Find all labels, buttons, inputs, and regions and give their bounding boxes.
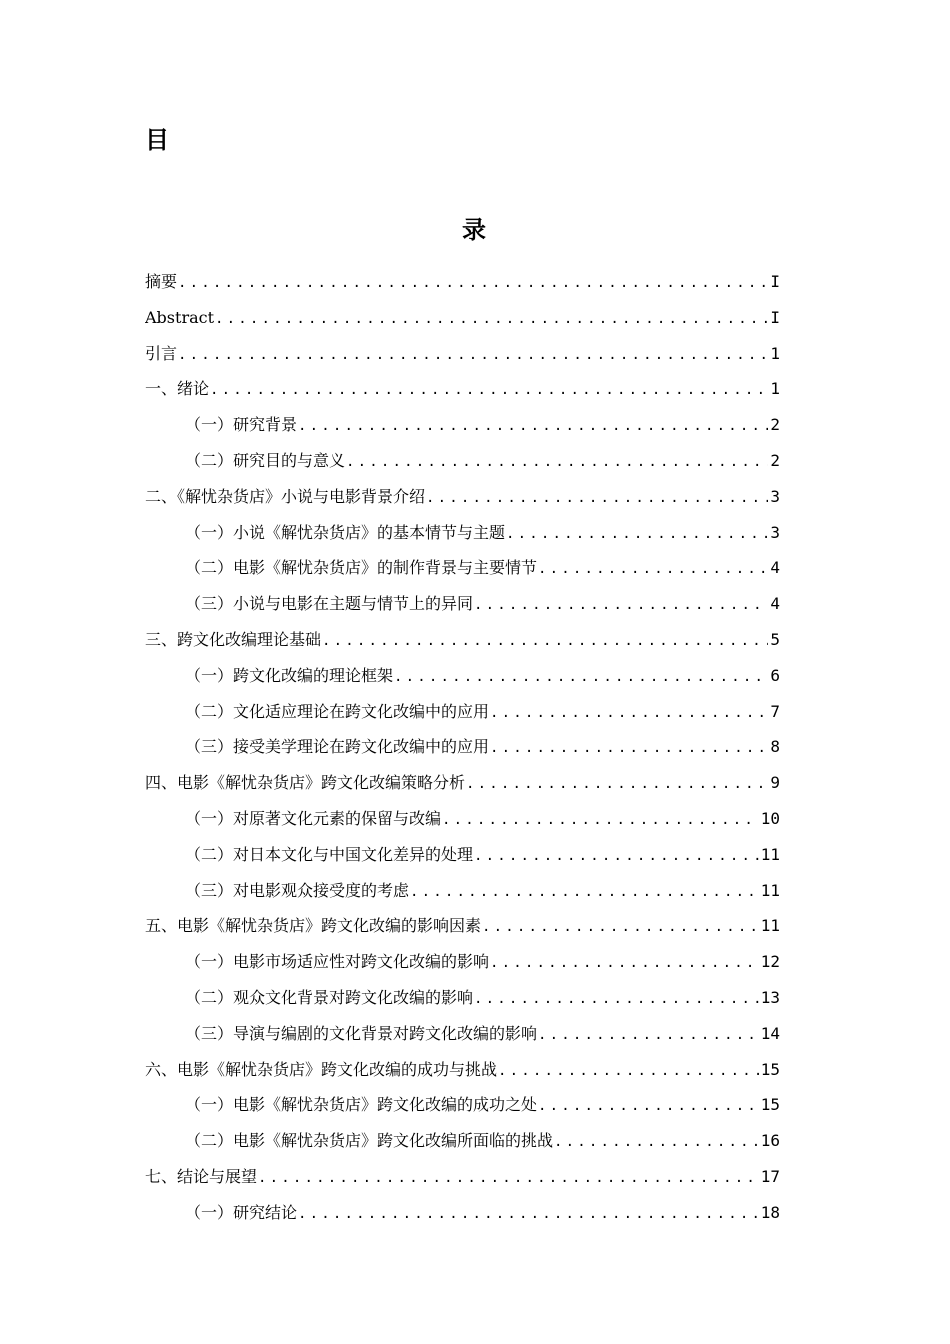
toc-entry-label: （二）电影《解忧杂货店》跨文化改编所面临的挑战	[185, 1131, 554, 1151]
toc-dot-leader	[473, 982, 759, 1016]
toc-entry-page-number: 2	[770, 415, 780, 435]
toc-entry[interactable]	[145, 407, 780, 443]
toc-entry-label: （一）小说《解忧杂货店》的基本情节与主题	[185, 522, 506, 542]
toc-dot-leader	[409, 875, 759, 909]
toc-dot-leader	[481, 910, 759, 944]
toc-entry-page-number: 2	[770, 450, 780, 470]
toc-entry[interactable]	[145, 586, 780, 622]
toc-entry[interactable]	[145, 694, 780, 730]
toc-entry-page-number: 9	[770, 773, 780, 793]
toc-entry[interactable]	[145, 550, 780, 586]
toc-entry-page-number: 11	[760, 880, 780, 900]
toc-entry-label: （二）电影《解忧杂货店》的制作背景与主要情节	[185, 558, 538, 578]
toc-dot-leader	[473, 588, 768, 622]
toc-dot-leader	[214, 302, 768, 336]
toc-entry-page-number: 14	[760, 1023, 780, 1043]
toc-dot-leader	[345, 445, 768, 479]
table-of-contents	[145, 264, 780, 1231]
toc-entry[interactable]	[145, 336, 780, 372]
toc-title-first-char: 目	[145, 126, 169, 154]
toc-entry-label: 四、电影《解忧杂货店》跨文化改编策略分析	[145, 773, 466, 793]
toc-entry-page-number: 4	[770, 558, 780, 578]
toc-entry[interactable]	[145, 1159, 780, 1195]
toc-entry[interactable]	[145, 1087, 780, 1123]
toc-dot-leader	[393, 660, 768, 694]
toc-entry-label: （三）对电影观众接受度的考虑	[185, 880, 410, 900]
toc-entry-page-number: 8	[770, 737, 780, 757]
toc-entry[interactable]	[145, 801, 780, 837]
toc-entry-label: （一）跨文化改编的理论框架	[185, 665, 394, 685]
toc-dot-leader	[209, 373, 768, 407]
toc-entry-page-number: 3	[770, 522, 780, 542]
toc-dot-leader	[257, 1161, 759, 1195]
toc-entry-page-number: 5	[770, 629, 780, 649]
toc-entry[interactable]	[145, 443, 780, 479]
toc-entry-label: （三）导演与编剧的文化背景对跨文化改编的影响	[185, 1023, 538, 1043]
toc-dot-leader	[497, 1054, 759, 1088]
toc-dot-leader	[489, 696, 768, 730]
toc-entry-label: （一）对原著文化元素的保留与改编	[185, 808, 442, 828]
toc-entry-page-number: 17	[760, 1166, 780, 1186]
toc-dot-leader	[473, 839, 759, 873]
toc-entry[interactable]	[145, 837, 780, 873]
toc-entry-page-number: 3	[770, 486, 780, 506]
toc-entry-page-number: 10	[760, 808, 780, 828]
toc-entry[interactable]	[145, 371, 780, 407]
toc-entry[interactable]	[145, 873, 780, 909]
toc-entry-label: （二）对日本文化与中国文化差异的处理	[185, 844, 474, 864]
toc-entry-label: （二）观众文化背景对跨文化改编的影响	[185, 987, 474, 1007]
toc-entry-label: （三）接受美学理论在跨文化改编中的应用	[185, 737, 490, 757]
toc-dot-leader	[465, 767, 768, 801]
toc-dot-leader	[537, 1018, 759, 1052]
toc-entry-label: （二）文化适应理论在跨文化改编中的应用	[185, 701, 490, 721]
toc-entry[interactable]	[145, 658, 780, 694]
toc-entry-label: Abstract	[145, 307, 215, 327]
toc-entry[interactable]	[145, 944, 780, 980]
toc-entry-page-number: 1	[770, 343, 780, 363]
toc-entry-label: （一）研究结论	[185, 1202, 298, 1222]
toc-entry-page-number: 13	[760, 987, 780, 1007]
toc-entry[interactable]	[145, 1052, 780, 1088]
toc-entry-label: 摘要	[145, 272, 178, 291]
toc-entry[interactable]	[145, 980, 780, 1016]
toc-entry[interactable]	[145, 622, 780, 658]
toc-entry-label: 三、跨文化改编理论基础	[145, 629, 322, 649]
toc-entry-label: 五、电影《解忧杂货店》跨文化改编的影响因素	[145, 916, 482, 936]
toc-dot-leader	[425, 481, 768, 515]
toc-entry-page-number: 1	[770, 379, 780, 399]
toc-entry-page-number: 11	[760, 844, 780, 864]
toc-entry-label: 七、结论与展望	[145, 1166, 258, 1186]
toc-entry-label: 一、绪论	[145, 379, 210, 399]
toc-dot-leader	[441, 803, 759, 837]
toc-entry-page-number: 15	[760, 1095, 780, 1115]
toc-entry[interactable]	[145, 264, 780, 300]
toc-entry-label: （一）电影市场适应性对跨文化改编的影响	[185, 952, 490, 972]
toc-entry[interactable]	[145, 908, 780, 944]
toc-dot-leader	[489, 946, 759, 980]
toc-entry[interactable]	[145, 729, 780, 765]
toc-entry-page-number: 18	[760, 1202, 780, 1222]
toc-dot-leader	[177, 266, 768, 300]
toc-entry[interactable]	[145, 300, 780, 336]
toc-entry-page-number: 15	[760, 1059, 780, 1079]
toc-dot-leader	[321, 624, 768, 658]
toc-dot-leader	[297, 409, 768, 443]
toc-dot-leader	[489, 731, 768, 765]
toc-entry-page-number: 6	[770, 665, 780, 685]
toc-entry-label: （三）小说与电影在主题与情节上的异同	[185, 594, 474, 614]
toc-entry-page-number: 4	[770, 594, 780, 614]
toc-entry[interactable]	[145, 1123, 780, 1159]
toc-dot-leader	[553, 1125, 759, 1159]
toc-entry-label: （一）电影《解忧杂货店》跨文化改编的成功之处	[185, 1095, 538, 1115]
toc-entry-label: 引言	[145, 343, 178, 363]
toc-entry-page-number: I	[770, 272, 780, 291]
toc-dot-leader	[537, 1089, 759, 1123]
toc-entry-page-number: 11	[760, 916, 780, 936]
toc-entry-page-number: 16	[760, 1131, 780, 1151]
toc-entry-page-number: 7	[770, 701, 780, 721]
toc-entry[interactable]	[145, 515, 780, 551]
toc-entry[interactable]	[145, 1016, 780, 1052]
toc-dot-leader	[297, 1197, 759, 1231]
toc-entry-label: （二）研究目的与意义	[185, 450, 346, 470]
toc-entry[interactable]	[145, 765, 780, 801]
toc-title-second-char: 录	[462, 216, 486, 244]
toc-dot-leader	[505, 517, 768, 551]
toc-dot-leader	[537, 552, 768, 586]
toc-entry-page-number: 12	[760, 952, 780, 972]
toc-entry-page-number: I	[770, 307, 780, 327]
toc-entry[interactable]	[145, 479, 780, 515]
toc-entry-label: （一）研究背景	[185, 415, 298, 435]
toc-entry-label: 二、《解忧杂货店》小说与电影背景介绍	[145, 486, 426, 506]
toc-entry[interactable]	[145, 1195, 780, 1231]
toc-entry-label: 六、电影《解忧杂货店》跨文化改编的成功与挑战	[145, 1059, 498, 1079]
toc-dot-leader	[177, 338, 768, 372]
